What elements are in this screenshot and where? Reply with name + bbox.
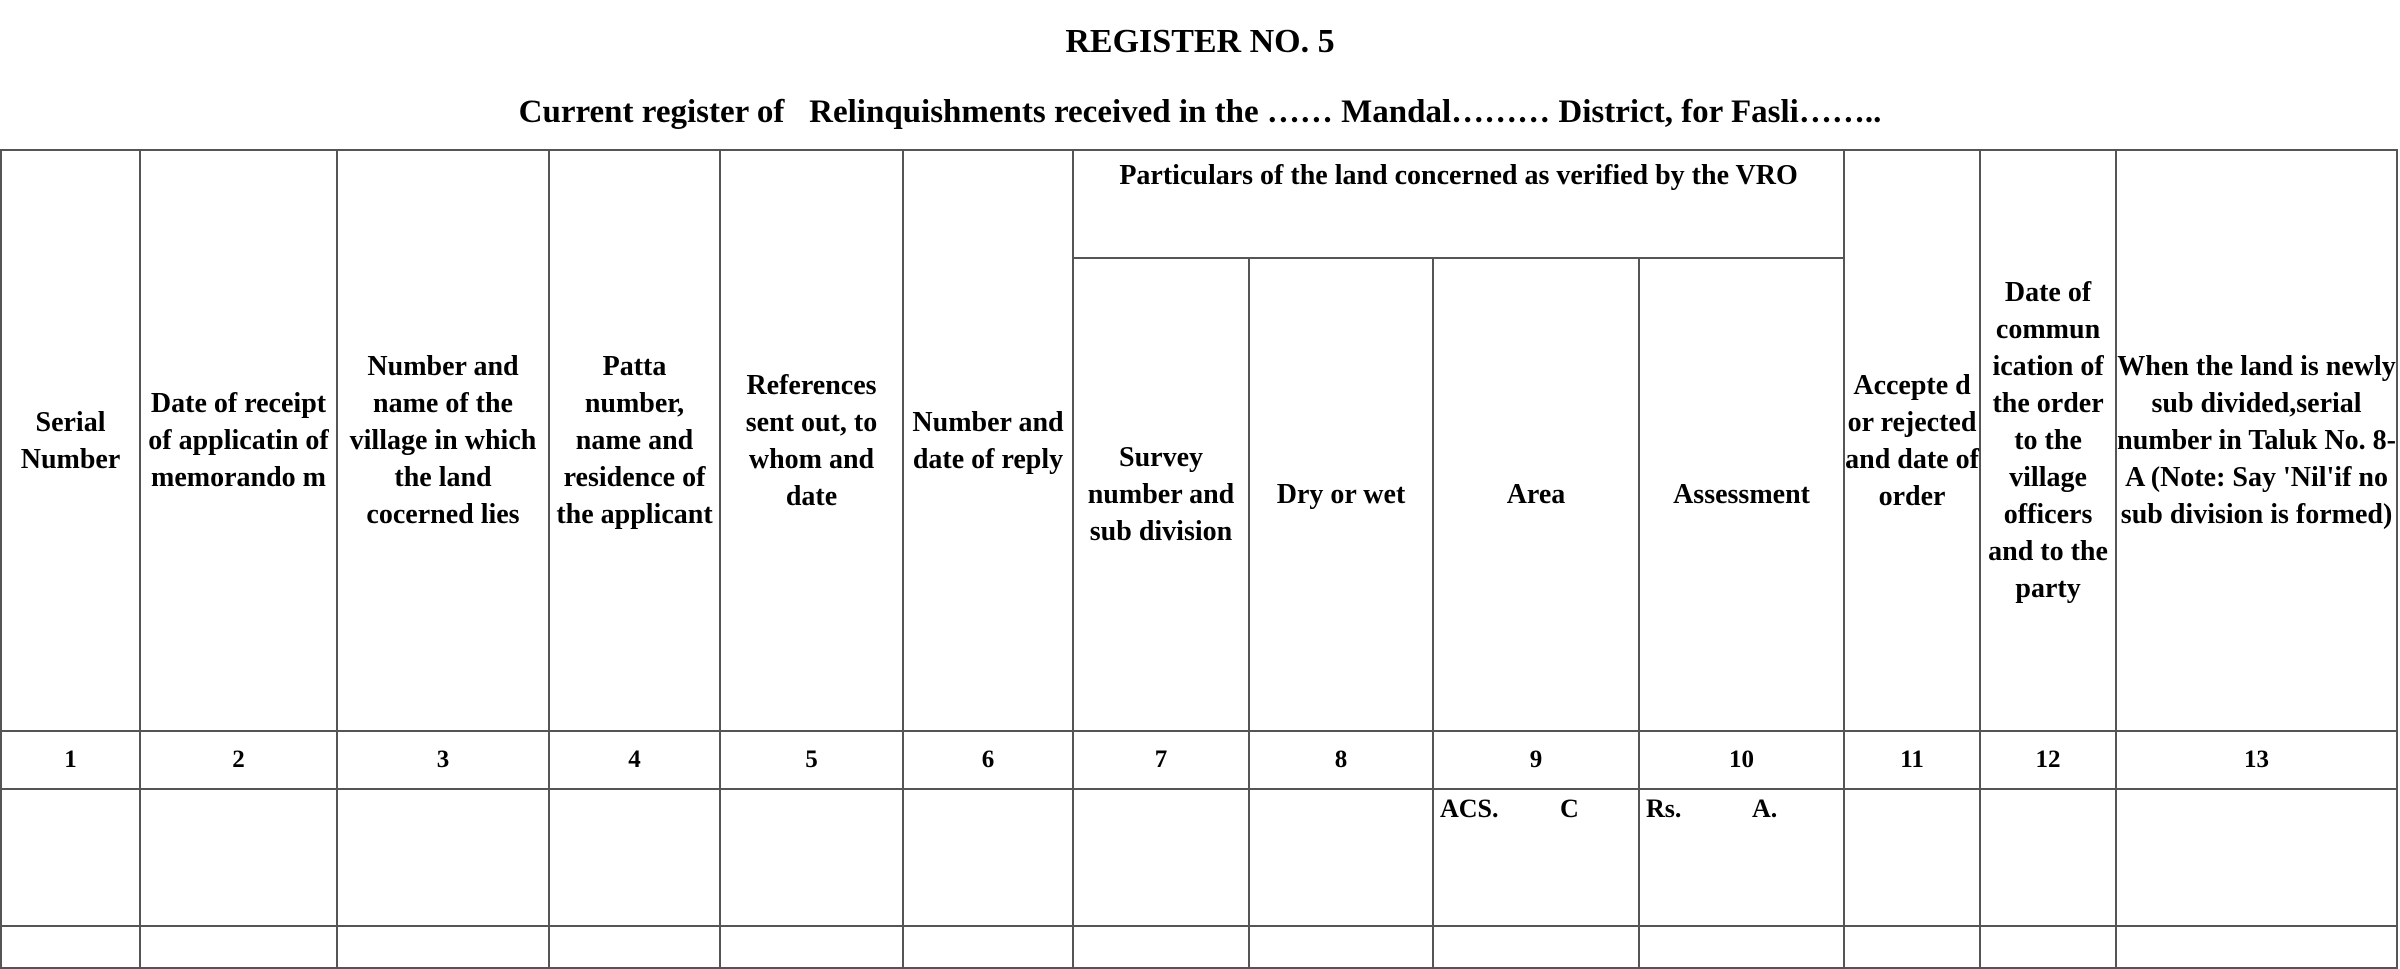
area-cell[interactable] (1433, 789, 1639, 926)
assessment-units (1640, 790, 1843, 824)
table-cell[interactable] (1639, 926, 1844, 968)
table-cell[interactable] (720, 926, 903, 968)
col-number: 7 (1073, 731, 1249, 789)
table-cell[interactable] (2116, 926, 2397, 968)
col-header-date-of-receipt: Date of receipt of applicatin of memorando m (140, 150, 337, 731)
col-number: 10 (1639, 731, 1844, 789)
col-number: 5 (720, 731, 903, 789)
table-cell[interactable] (903, 926, 1073, 968)
col-header-dry-or-wet: Dry or wet (1249, 258, 1433, 731)
acres-unit-label: ACS. (1440, 794, 1499, 823)
relinquishment-register-table (0, 149, 2398, 969)
table-row (1, 926, 2397, 968)
table-cell[interactable] (1073, 789, 1249, 926)
assessment-cell[interactable] (1639, 789, 1844, 926)
col-number: 2 (140, 731, 337, 789)
table-cell[interactable] (337, 926, 549, 968)
col-header-references: References sent out, to whom and date (720, 150, 903, 731)
cents-unit-label: C (1560, 794, 1579, 823)
group-header-land-particulars: Particulars of the land concerned as verified by the VRO (1073, 150, 1844, 258)
register-subtitle: Current register of Relinquishments received in the …… Mandal……… District, for Fasli…….. (518, 94, 1882, 130)
table-row (1, 789, 2397, 926)
col-header-area: Area (1433, 258, 1639, 731)
col-header-serial-number: Serial Number (1, 150, 140, 731)
table-cell[interactable] (140, 789, 337, 926)
col-header-assessment: Assessment (1639, 258, 1844, 731)
table-cell[interactable] (549, 926, 720, 968)
table-cell[interactable] (337, 789, 549, 926)
col-number: 3 (337, 731, 549, 789)
col-number: 12 (1980, 731, 2116, 789)
col-number: 4 (549, 731, 720, 789)
col-number: 13 (2116, 731, 2397, 789)
col-header-reply: Number and date of reply (903, 150, 1073, 731)
col-header-patta-number: Patta number, name and residence of the applicant (549, 150, 720, 731)
area-units (1434, 790, 1638, 824)
table-cell[interactable] (903, 789, 1073, 926)
table-cell[interactable] (1, 926, 140, 968)
table-cell[interactable] (549, 789, 720, 926)
table-cell[interactable] (140, 926, 337, 968)
rupees-unit-label: Rs. (1646, 794, 1682, 823)
col-header-accepted-rejected: Accepte d or rejected and date of order (1844, 150, 1980, 731)
table-cell[interactable] (1, 789, 140, 926)
col-number: 9 (1433, 731, 1639, 789)
register-title: REGISTER NO. 5 (1065, 23, 1335, 60)
table-cell[interactable] (720, 789, 903, 926)
header-row-top (1, 150, 2397, 258)
table-cell[interactable] (1073, 926, 1249, 968)
table-cell[interactable] (1980, 789, 2116, 926)
col-number: 6 (903, 731, 1073, 789)
annas-unit-label: A. (1752, 794, 1778, 823)
col-number: 11 (1844, 731, 1980, 789)
column-number-row (1, 731, 2397, 789)
table-cell[interactable] (2116, 789, 2397, 926)
table-cell[interactable] (1980, 926, 2116, 968)
table-cell[interactable] (1249, 926, 1433, 968)
table-cell[interactable] (1433, 926, 1639, 968)
table-cell[interactable] (1844, 789, 1980, 926)
col-header-sub-division-serial: When the land is newly sub divided,serial number in Taluk No. 8-A (Note: Say 'Nil'if no sub division is formed) (2116, 150, 2397, 731)
col-header-date-of-communication: Date of commun ication of the order to the village officers and to the party (1980, 150, 2116, 731)
col-number: 1 (1, 731, 140, 789)
table-cell[interactable] (1844, 926, 1980, 968)
table-cell[interactable] (1249, 789, 1433, 926)
col-number: 8 (1249, 731, 1433, 789)
col-header-survey-number: Survey number and sub division (1073, 258, 1249, 731)
col-header-village: Number and name of the village in which the land cocerned lies (337, 150, 549, 731)
